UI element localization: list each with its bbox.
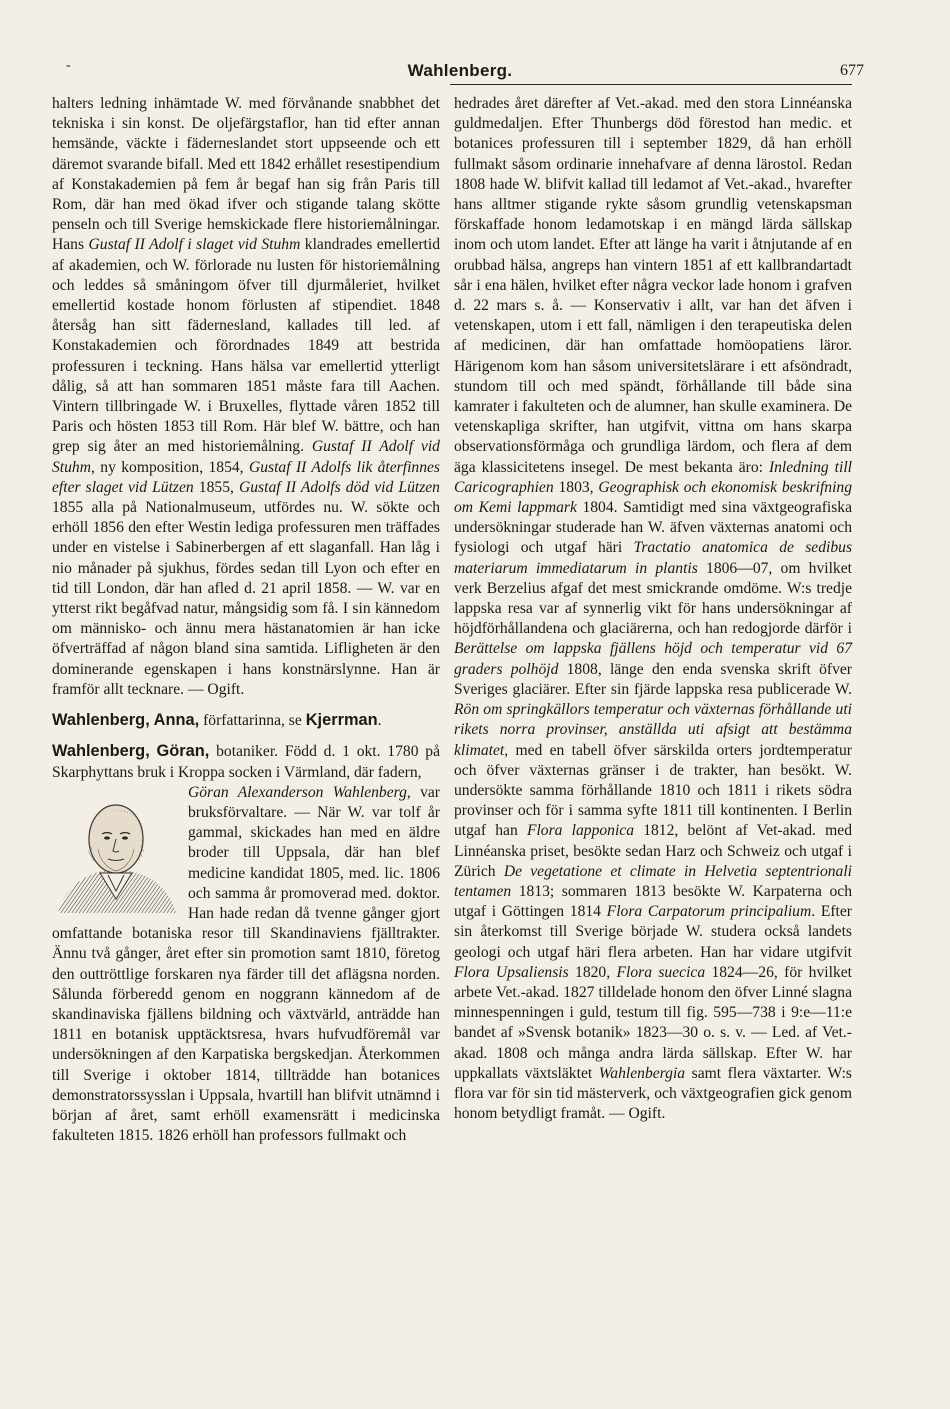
work-title: Flora Carpatorum principalium <box>606 903 812 921</box>
header-rule <box>450 84 852 85</box>
father-name: Göran Alexanderson Wahlenberg <box>188 783 407 801</box>
entry-given-name: Anna, <box>153 711 200 730</box>
artwork-title: Gustaf II Adolfs död vid Lützen <box>238 478 440 496</box>
artwork-title: Gustaf II Adolfs lik återfinnes efter slaget vid Lützen <box>52 458 440 496</box>
work-title: Flora lapponica <box>526 822 635 840</box>
cross-reference: Kjerrman <box>305 711 378 730</box>
goran-body <box>52 783 440 1147</box>
portrait-engraving-icon <box>52 789 180 913</box>
right-column <box>454 94 852 1124</box>
goran-article-text: Göran Alexanderson Wahlenberg, var bruksförvaltare. — När W. var tolf år gammal, skickades han med en äldre broder till Uppsala, där han blef medicine kandidat 1805, med. lic. 1806 och samma år promoverad med. doktor. Han hade redan då tvenne gånger gjort omfattande botaniska resor till Skandinaviens fjälltrakter. Ännu två gånger, året efter sin promotion samt 1810, företog den outtröttlige forskaren nya färder till det aflägsna norden. Sålunda förberedd genom en noggrann kännedom af de skandinaviska fjällens bildning och växtvärld, anträdde han 1811 en botanisk upptäcktsresa, hvars hufvudföremål var undersökningen af den Karpatiska bergskedjan. Återkommen till Sverige i oktober 1814, tillträdde han botanices demonstratorssysslan i Uppsala, hvartill han blifvit utnämnd i början af året, samt erhöll examensrätt i medicinska fakulteten 1815. 1826 erhöll han professors fullmakt och <box>52 783 440 1145</box>
work-title: Geographisk och ekonomisk beskrifning om Kemi lappmark <box>454 478 852 517</box>
work-title: Tractatio anatomica de sedibus materiarum immediatarum in plantis <box>454 539 853 577</box>
genus-name: Wahlenbergia <box>598 1064 686 1082</box>
running-head: Wahlenberg. <box>407 61 513 80</box>
work-title: Berättelse om lappska fjällens höjd och temperatur vid 67 graders polhöjd <box>454 640 852 678</box>
work-title: Rön om springkällors temperatur och växternas förhållande uti rikets norra provinser, anställda uti afsigt att bestämma klimatet <box>454 701 852 759</box>
header-dash: - <box>66 58 71 73</box>
continued-article-paragraph: halters ledning inhämtade W. med förvånande snabbhet det tekniska i sin konst. De oljefärgstaflor, han tid efter annan hemsände, väckte i fäderneslandet stort uppseende och ett däremot svarande bifall. Med ett 1842 erhållet resestipendium af Konstakademien på fem år begaf han sig från Paris till Rom, där han med ökad ifver och stigande talang skötte penseln och till Sverige hemskickade flere historiemålningar. Hans Gustaf II Adolf i slaget vid Stuhm klandrades emellertid af akademien, och W. förlorade nu lusten för historiemålning och leddes så småningom öfver till djurmåleriet, hvilket emellertid kostade honom förlusten af stipendiet. 1848 återsåg han sitt fädernesland, kallades till led. af Konstakademien och förordnades 1849 att bestrida professuren i teckning. Hans hälsa var emellertid ytterligt dålig, så att han sommaren 1851 måste fara till Aachen. Vintern tillbringade W. i Bruxelles, flyttade våren 1852 till Paris och hösten 1853 till Rom. Här blef W. bättre, och han grep sig åter an med historiemålning. Gustaf II Adolf vid Stuhm, ny komposition, 1854, Gustaf II Adolfs lik återfinnes efter slaget vid Lützen 1855, Gustaf II Adolfs död vid Lützen 1855 alla på Nationalmuseum, utfördes nu. W. sökte och erhöll 1856 den efter Westin lediga professuren men träffades under en vistelse i Sabinerbergen af ett slaganfall. Han låg i nio månader på sjukhus, fördes sedan till Lyon och efter en tid till London, där han afled d. 21 april 1858. — W. var en ytterst rikt begåfvad natur, mångsidig som få. I sin kännedom om människo- och ännu mera hästanatomien är han icke öfverträffad af någon bland sina samtida. Lifligheten är den dominerande egenskapen i hans konstnärslynne. Han är framför allt tecknare. — Ogift. <box>52 95 441 698</box>
entry-headword: Wahlenberg, <box>52 711 150 730</box>
artwork-title: Gustaf II Adolf vid Stuhm <box>52 438 440 476</box>
goran-article-continued: hedrades året därefter af Vet.-akad. med den stora Linnéanska guldmedaljen. Efter Thunbergs död förestod han medic. et botanices professuren till i september 1829, då han erhöll fullmakt såsom ordinarie innehafvare af denna lärostol. Redan 1808 hade W. blifvit kallad till ledamot af Vet.-akad., hvarefter hans alltmer stigande rykte såsom grundlig vetenskapsman förskaffade honom ledamotskap i en mängd lärda sällskap inom och utom landet. Efter att länge ha varit i åtnjutande af en orubbad hälsa, angreps han vintern 1851 af ett kallbrandartadt sår i ena hälen, hvilket efter några veckor lade honom i grafven d. 22 mars s. å. — Konservativ i allt, var han det äfven i vetenskapen, utom i ett fall, nämligen i den terapeutiska delen af medicinen, där han omfattade homöopatiens läror. Härigenom kom han såsom universitetslärare i ett afsöndradt, stundom till och med spändt, förhållande till både sina kamrater i fakulteten och de alumner, han skulle examinera. De vetenskapliga skrifter, han utgifvit, vittna om hans skarpa observationsförmåga och grundliga lärdom, och flera af dem äga klassicitetens insegel. De mest bekanta äro: Inledning till Caricographien 1803, Geographisk och ekonomisk beskrifning om Kemi lappmark 1804. Samtidigt med sina växtgeografiska undersökningar studerade han W. äfven växternas anatomi och fysiologi och utgaf häri Tractatio anatomica de sedibus materiarum immediatarum in plantis 1806—07, om hvilket verk Berzelius afgaf det mest smickrande omdöme. W:s tredje lappska resa var af synnerlig vikt för hans undersökningar af höjdförhållandena och glaciärerna, och han redogjorde därför i Berättelse om lappska fjällens höjd och temperatur vid 67 graders polhöjd 1808, länge den enda svenska skrift öfver Sveriges glaciärer. Efter sin fjärde lappska resa publicerade W. Rön om springkällors temperatur och växternas förhållande uti rikets norra provinser, anställda uti afsigt att bestämma klimatet, med en tabell öfver särskilda orters jordtemperatur och öfver växternas gränser i de trakter, han besökt. W. undersökte samma förhållande 1810 och 1811 i rikets södra provinser och för i samma syfte 1811 till kontinenten. I Berlin utgaf han Flora lapponica 1812, belönt af Vet-akad. med Linnéanska priset, besökte sedan Harz och Schweiz och utgaf i Zürich De vegetatione et climate in Helvetia septentrionali tentamen 1813; sommaren 1813 besökte W. Karpaterna och utgaf i Göttingen 1814 Flora Carpatorum principalium. Efter sin återkomst till Sverige började W. studera också landets geologi och utgaf häri flera arbeten. Han har vidare utgifvit Flora Upsaliensis 1820, Flora suecica 1824—26, för hvilket arbete Vet.-akad. 1827 tilldelade honom den öfver Linné slagna minnespenningen i guld, testum till fig. 595—738 i 9:e—11:e bandet af »Svensk botanik» 1823—30 o. s. v. — Led. af Vet.-akad. 1808 och många andra lärda sällskap. Efter W. har uppkallats växtsläktet Wahlenbergia samt flera växtarter. W:s flora var för sin tid mästerverk, och växtgeografien gick genom honom betydligt framåt. — Ogift. <box>454 95 853 1123</box>
entry-anna-wahlenberg: Wahlenberg, Anna, författarinna, se Kjerrman. <box>52 711 382 730</box>
artwork-title: Gustaf II Adolf i slaget vid Stuhm <box>88 236 301 254</box>
work-title: Flora Upsaliensis <box>454 963 569 981</box>
entry-headword: Wahlenberg, <box>52 742 150 761</box>
page-number: 677 <box>840 62 864 79</box>
work-title: De vegetatione et climate in Helvetia septentrionali tentamen <box>454 862 853 900</box>
work-title: Inledning till Caricographien <box>454 458 852 496</box>
entry-given-name: Göran, <box>156 742 210 761</box>
work-title: Flora suecica <box>616 963 706 981</box>
page-header <box>60 58 864 86</box>
left-column <box>52 94 440 1146</box>
entry-goran-wahlenberg: Wahlenberg, Göran, botaniker. Född d. 1 okt. 1780 på Skarphyttans bruk i Kroppa socken i Värmland, där fadern, <box>52 742 440 781</box>
